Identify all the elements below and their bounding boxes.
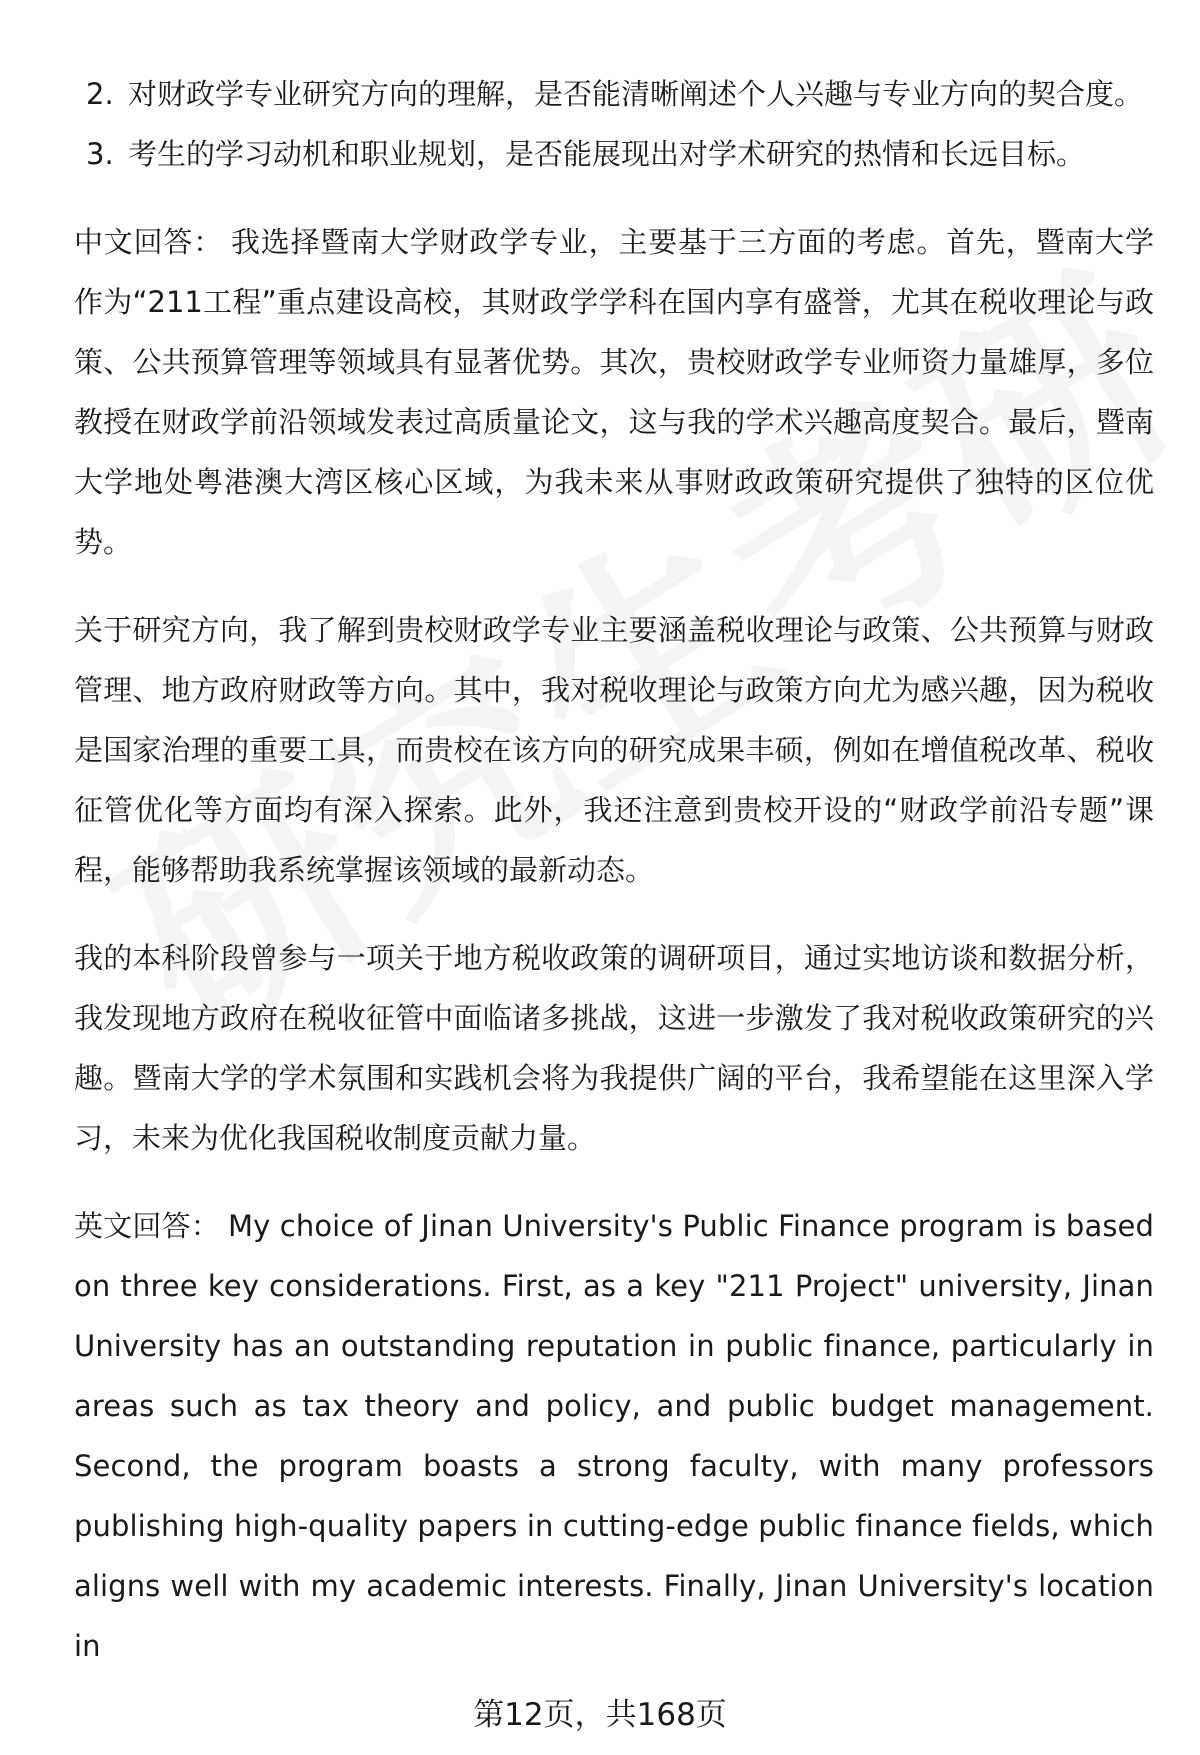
page-number: 第12页，共168页 [473,1697,727,1733]
list-item-number: 2. [86,77,114,111]
chinese-answer-paragraph-3: 我的本科阶段曾参与一项关于地方税收政策的调研项目，通过实地访谈和数据分析，我发现地方政府在税收征管中面临诸多挑战，这进一步激发了我对税收政策研究的兴趣。暨南大学的学术氛围和实践机会将为我提供广阔的平台，我希望能在这里深入学习，未来为优化我国税收制度贡献力量。 [74,941,1154,1155]
english-answer-paragraph [74,1196,1154,1676]
chinese-answer-text-1: 我选择暨南大学财政学专业，主要基于三方面的考虑。首先，暨南大学作为“211工程”重点建设高校，其财政学学科在国内享有盛誉，尤其在税收理论与政策、公共预算管理等领域具有显著优势。其次，贵校财政学专业师资力量雄厚，多位教授在财政学前沿领域发表过高质量论文，这与我的学术兴趣高度契合。最后，暨南大学地处粤港澳大湾区核心区域，为我未来从事财政政策研究提供了独特的区位优势。 [74,225,1154,559]
chinese-answer-label: 中文回答： [74,225,223,259]
list-item-text: 考生的学习动机和职业规划，是否能展现出对学术研究的热情和长远目标。 [128,137,1086,171]
list-item [74,124,1154,184]
english-answer-text: My choice of Jinan University's Public Finance program is based on three key considerations. First, as a key "211 Project" university, Jinan University has an outstanding reputation in public finance, particularly in areas such as tax theory and policy, and public budget management. Second, the program boasts a strong faculty, with many professors publishing high-quality papers in cutting-edge public finance fields, which aligns well with my academic interests. Finally, Jinan University's location in [74,1209,1154,1663]
document-body [74,64,1154,1676]
list-item [74,64,1154,124]
list-item-text: 对财政学专业研究方向的理解，是否能清晰阐述个人兴趣与专业方向的契合度。 [128,77,1144,111]
criteria-list [74,64,1154,184]
list-item-number: 3. [86,137,114,171]
chinese-answer-paragraph-2: 关于研究方向，我了解到贵校财政学专业主要涵盖税收理论与政策、公共预算与财政管理、地方政府财政等方向。其中，我对税收理论与政策方向尤为感兴趣，因为税收是国家治理的重要工具，而贵校在该方向的研究成果丰硕，例如在增值税改革、税收征管优化等方面均有深入探索。此外，我还注意到贵校开设的“财政学前沿专题”课程，能够帮助我系统掌握该领域的最新动态。 [74,613,1154,887]
chinese-answer-paragraph-1 [74,212,1154,572]
english-answer-label: 英文回答： [74,1209,220,1243]
